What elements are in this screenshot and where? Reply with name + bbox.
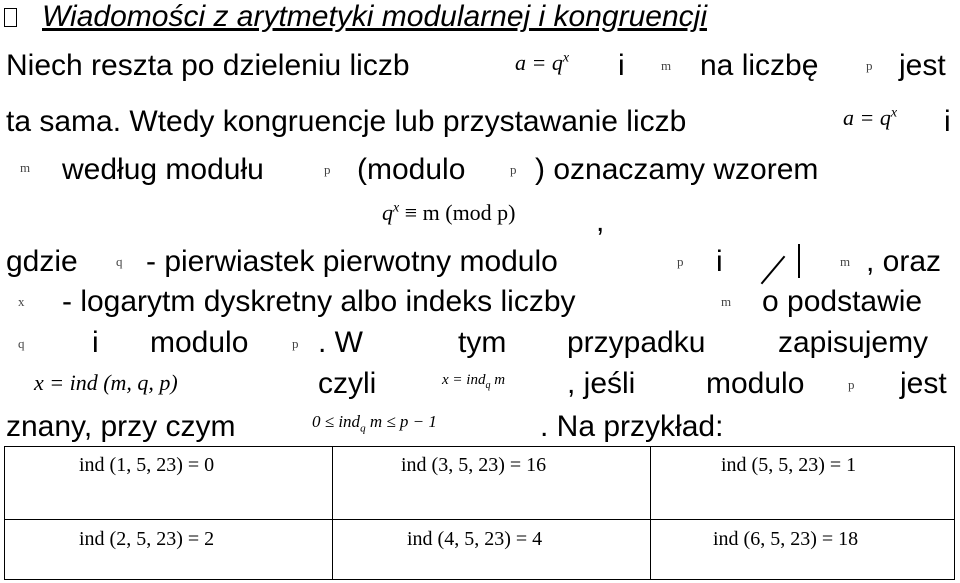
text-line7-a: i — [92, 326, 99, 359]
text-line9-a: znany, przy czym — [6, 410, 236, 443]
formula-range: 0 ≤ ind$_q$ m ≤ p − 1 — [312, 412, 437, 435]
text-line9-b: . Na przykład: — [540, 410, 724, 443]
text-line6-b: o podstawie — [762, 285, 923, 318]
table-cell: ind (3, 5, 23) = 16 — [401, 454, 547, 476]
text-line8-a: czyli — [318, 367, 377, 400]
slide-title: Wiadomości z arytmetyki modularnej i kongruencji — [42, 0, 707, 33]
text-line8-d: jest — [900, 367, 947, 400]
text-line3-b: (modulo — [357, 153, 466, 186]
placeholder-q: q — [116, 254, 123, 269]
formula-congruence: $q^x \equiv m$ (mod p) — [382, 200, 516, 225]
not-divides-slash — [761, 256, 786, 285]
placeholder-m-3: m — [840, 254, 851, 269]
text-line5-d: , oraz — [866, 245, 942, 278]
text-line1-c: na liczbę — [700, 49, 819, 82]
formula-a-eq-q: $a = q^x$ — [515, 50, 570, 75]
placeholder-m-2: m — [20, 160, 31, 175]
text-line6-a: - logarytm dyskretny albo indeks liczby — [62, 285, 576, 318]
placeholder-p-6: p — [848, 377, 855, 392]
formula-ind-definition: x = ind (m, q, p) — [34, 370, 178, 395]
text-line1-d: jest — [899, 49, 946, 82]
formula-ind-short: x = ind$_q$ m — [442, 372, 506, 391]
placeholder-p-2: p — [324, 162, 331, 177]
text-line1-i: i — [618, 49, 625, 82]
placeholder-p-5: p — [292, 336, 299, 351]
placeholder-x: x — [18, 294, 25, 309]
text-line3-a: według modułu — [62, 153, 264, 186]
table-cell: ind (4, 5, 23) = 4 — [407, 528, 543, 550]
placeholder-m: m — [661, 58, 672, 73]
text-line5-a: gdzie — [6, 245, 78, 278]
table-cell: ind (2, 5, 23) = 2 — [79, 528, 215, 550]
text-line2-a: ta sama. Wtedy kongruencje lub przystawanie liczb — [6, 105, 687, 138]
text-comma: , — [596, 205, 605, 238]
text-line8-c: modulo — [706, 367, 805, 400]
table-row-divider — [5, 519, 954, 520]
table-cell: ind (1, 5, 23) = 0 — [79, 454, 215, 476]
placeholder-m-4: m — [721, 294, 732, 309]
table-cell: ind (6, 5, 23) = 18 — [713, 528, 859, 550]
text-line7-b: modulo — [150, 326, 249, 359]
text-line8-b: , jeśli — [567, 367, 636, 400]
text-line7-d: tym — [458, 326, 507, 359]
text-line7-c: . W — [318, 326, 363, 359]
bullet-square — [4, 8, 17, 27]
placeholder-p: p — [866, 58, 873, 73]
examples-table — [4, 446, 955, 580]
text-line3-c: ) oznaczamy wzorem — [535, 153, 819, 186]
text-line7-e: przypadku — [567, 326, 706, 359]
text-line5-b: - pierwiastek pierwotny modulo — [146, 245, 558, 278]
text-line5-i: i — [716, 245, 723, 278]
divides-bar — [798, 244, 800, 278]
text-line7-f: zapisujemy — [778, 326, 929, 359]
text-line2-i: i — [944, 105, 951, 138]
text-line1-a: Niech reszta po dzieleniu liczb — [6, 49, 410, 82]
table-divider-2 — [650, 447, 651, 579]
placeholder-p-3: p — [510, 162, 517, 177]
table-cell: ind (5, 5, 23) = 1 — [721, 454, 857, 476]
placeholder-q-2: q — [18, 336, 25, 351]
placeholder-p-4: p — [677, 254, 684, 269]
table-divider-1 — [332, 447, 333, 579]
formula-a-eq-q-2: $a = q^x$ — [843, 105, 898, 130]
